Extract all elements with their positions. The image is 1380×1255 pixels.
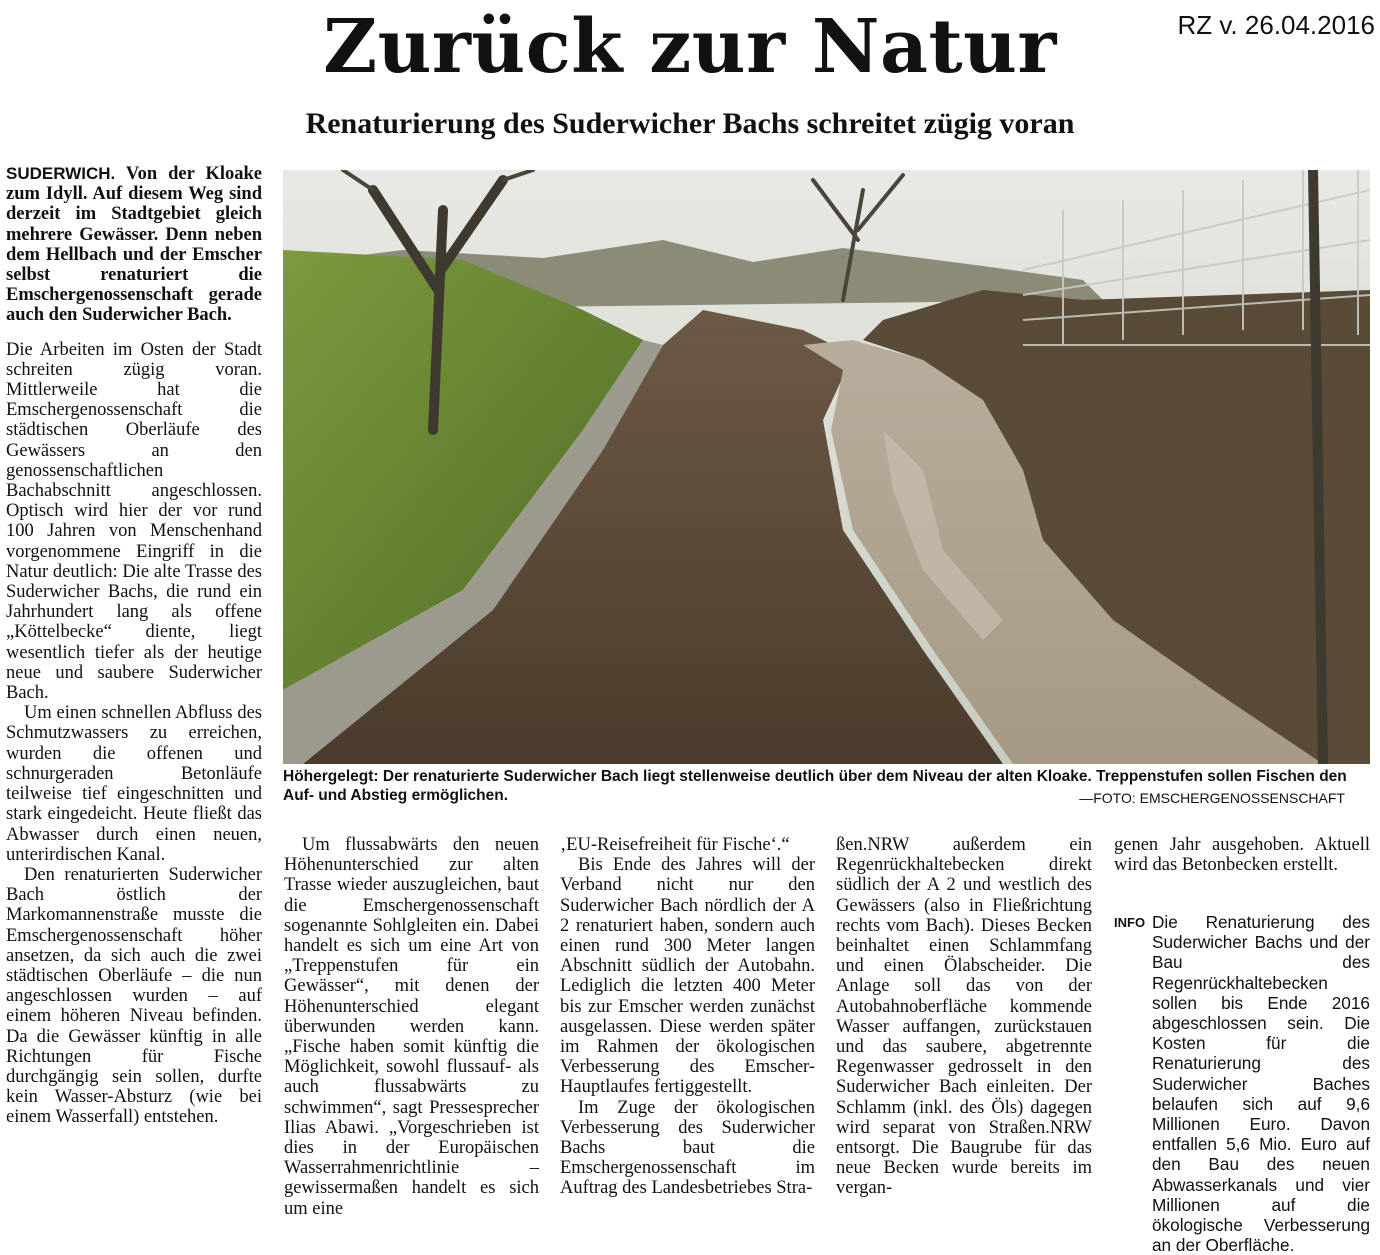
dateline-place: SUDERWICH. <box>6 164 116 183</box>
creek-photo-illustration <box>283 170 1370 764</box>
body-paragraph: Bis Ende des Jahres will der Verband nicht nur den Suderwicher Bach nördlich der A 2 renaturiert haben, sondern auch einen rund 300 Meter langen Abschnitt südlich der Autobahn. Lediglich die letzten 400 Meter bis zur Emscher werden zunächst ausgelassen. Diese werden später im Rahmen der ökologischen Verbesserung des Emscher-Hauptlaufes fertiggestellt. <box>560 855 815 1098</box>
body-paragraph: Um einen schnellen Abfluss des Schmutzwassers zu erreichen, wurden die offenen und schnurgeraden Betonläufe teilweise tief eingeschnitten und stark eingedeicht. Heute fließt das Abwasser durch einen neuen, unterirdischen Kanal. <box>6 703 262 865</box>
info-label: INFO <box>1114 915 1146 930</box>
lead-paragraph <box>6 164 262 326</box>
info-box <box>1114 912 1370 1255</box>
article-column-5 <box>1114 835 1370 875</box>
body-paragraph: Die Arbeiten im Osten der Stadt schreiten zügig voran. Mittlerweile hat die Emschergenossenschaft die städtischen Oberläufe des Gewässers an den genossenschaftlichen Bachabschnitt angeschlossen. Optisch wird hier der vor rund 100 Jahren von Menschenhand vorgenommene Eingriff in die Natur deutlich: Die alte Trasse des Suderwicher Bachs, die rund ein Jahrhundert lang als offene „Köttelbecke“ diente, liegt wesentlich tiefer als der heutige neue und saubere Suderwicher Bach. <box>6 339 262 704</box>
headline: Zurück zur Natur <box>323 4 1057 90</box>
article-photo <box>283 170 1370 764</box>
body-paragraph: Den renaturierten Suderwicher Bach östlich der Markomannenstraße musste die Emschergenossenschaft höher ansetzen, da sich auch die zwei städtischen Oberläufe – die nun angeschlossen wurden – auf einem höheren Niveau befinden. Da die Gewässer künftig in alle Richtungen für Fische durchgängig sein sollen, durfte kein Wasser-Absturz (wie bei einem Wasserfall) entstehen. <box>6 864 262 1128</box>
photo-credit: —FOTO: EMSCHERGENOSSENSCHAFT <box>1079 790 1345 806</box>
info-text: Die Renaturierung des Suderwicher Bachs und der Bau des Regenrückhaltebecken sollen bis Ende 2016 abgeschlossen sein. Die Kosten für die Renaturierung des Suderwicher Baches belaufen sich auf 9,6 Millionen Euro. Davon entfallen 5,6 Mio. Euro auf den Bau des neuen Abwasserkanals und vier Millionen auf die ökologische Verbesserung an der Oberfläche. <box>1152 912 1370 1255</box>
body-paragraph: ßen.NRW außerdem ein Regenrückhaltebecken direkt südlich der A 2 und westlich des Gewässers (also in Fließrichtung rechts vom Bach). Dieses Becken beinhaltet einen Schlammfang und einen Ölabscheider. Die Anlage soll das von der Autobahnoberfläche kommende Wasser auffangen, zurückstauen und das saubere, abgetrennte Regenwasser gedrosselt in den Suderwicher Bach einleiten. Der Schlamm (inkl. des Öls) dagegen wird separat von Straßen.NRW entsorgt. Die Baugrube für das neue Becken wurde bereits im vergan- <box>836 835 1092 1199</box>
photo-caption: Höhergelegt: Der renaturierte Suderwicher Bach liegt stellenweise deutlich über dem Niveau der alten Kloake. Treppenstufen sollen Fischen den Auf- und Abstieg ermöglichen. <box>283 768 1347 804</box>
body-paragraph: ‚EU-Reisefreiheit für Fische‘.“ <box>560 835 790 855</box>
body-paragraph: Im Zuge der ökologischen Verbesserung des Suderwicher Bachs baut die Emschergenossenschaft im Auftrag des Landesbetriebes Stra- <box>560 1097 815 1199</box>
article-column-3 <box>560 835 815 1199</box>
article-column-4 <box>836 835 1092 1199</box>
body-paragraph: genen Jahr ausgehoben. Aktuell wird das Betonbecken erstellt. <box>1114 835 1370 876</box>
subheadline: Renaturierung des Suderwicher Bachs schreitet zügig voran <box>305 107 1075 140</box>
article-column-1 <box>6 164 262 1128</box>
article-column-2 <box>284 835 539 1219</box>
body-paragraph: Um flussabwärts den neuen Höhenunterschied zur alten Trasse wieder auszugleichen, baut die Emschergenossenschaft sogenannte Sohlgleiten ein. Dabei handelt es sich um eine Art von „Treppenstufen für ein Gewässer“, mit denen der Höhenunterschied elegant überwunden werden kann. „Fische haben somit künftig die Möglichkeit, sowohl flussauf- als auch flussabwärts zu schwimmen“, sagt Pressesprecher Ilias Abawi. „Vorgeschrieben ist dies in der Europäischen Wasserrahmenrichtlinie – gewissermaßen handelt es sich um eine <box>284 835 539 1219</box>
dateline: RZ v. 26.04.2016 <box>1177 10 1375 40</box>
lead-text: Von der Kloake zum Idyll. Auf diesem Weg sind derzeit im Stadtgebiet gleich mehrere Gewässer. Denn neben dem Hellbach und der Emscher selbst renaturiert die Emschergenossenschaft gerade auch den Suderwicher Bach. <box>6 164 262 326</box>
